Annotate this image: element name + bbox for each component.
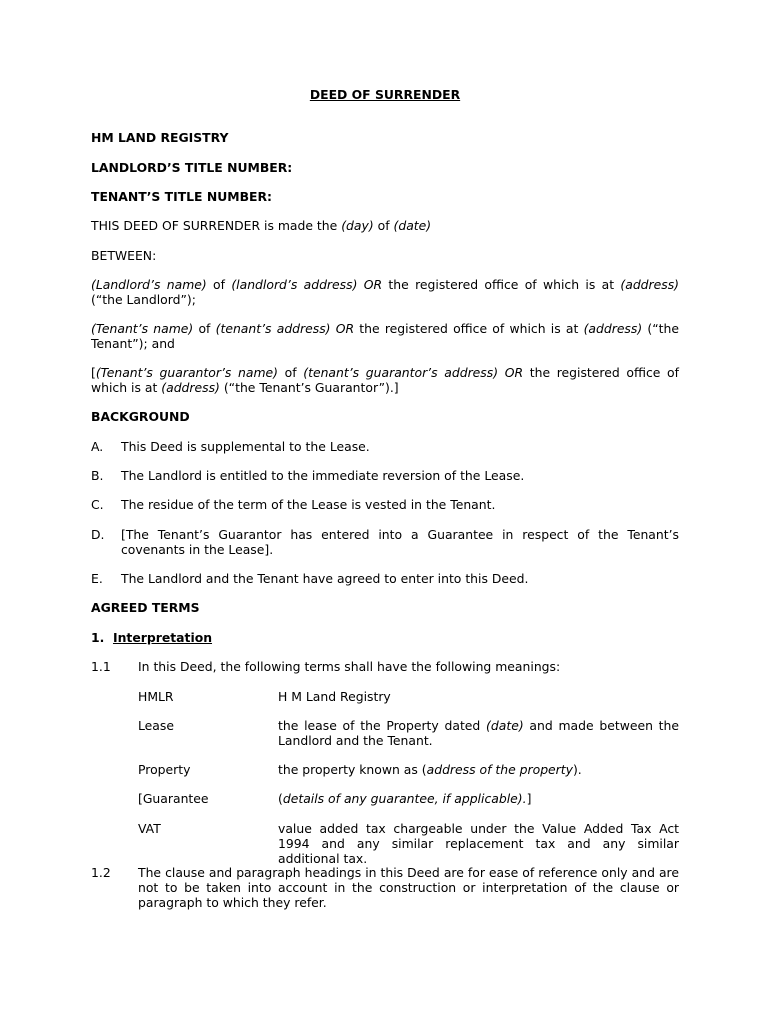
tenant-title-number: TENANT’S TITLE NUMBER: <box>91 189 272 204</box>
definition-meaning-property <box>278 762 679 777</box>
guarantor-open: [ <box>91 365 96 380</box>
intro-of: of <box>373 218 394 233</box>
guarantor-name: (Tenant’s guarantor’s name) <box>95 365 278 380</box>
guarantor-of: of <box>277 365 304 380</box>
lease-date: (date) <box>486 718 524 733</box>
party-guarantor <box>91 365 679 395</box>
landlord-office: (address) <box>620 277 680 292</box>
definition-meaning-hmlr: H M Land Registry <box>278 689 391 704</box>
clause-1-1-number: 1.1 <box>91 659 111 674</box>
property-pre: the property known as ( <box>278 762 427 777</box>
document-title: DEED OF SURRENDER <box>309 87 461 102</box>
clause-1-heading <box>91 630 212 645</box>
definition-term-property: Property <box>138 762 191 777</box>
intro-prefix: THIS DEED OF SURRENDER is made the <box>91 218 342 233</box>
guarantor-end: (“the Tenant’s Guarantor”).] <box>219 380 399 395</box>
clause-1-number: 1. <box>91 630 105 645</box>
definition-meaning-vat: value added tax chargeable under the Value Added Tax Act 1994 and any similar replacement tax and any similar additional tax. <box>278 821 679 866</box>
property-post: ). <box>572 762 582 777</box>
guarantee-post: ] <box>526 791 532 806</box>
recital-letter: B. <box>91 468 104 483</box>
clause-1-title: Interpretation <box>112 630 213 645</box>
recital-text: The Landlord is entitled to the immediate reversion of the Lease. <box>121 468 525 483</box>
intro-date: (date) <box>393 218 432 233</box>
lease-post: and made between the Landlord and the Tenant. <box>278 718 679 748</box>
tenant-office: (address) <box>583 321 643 336</box>
recital-text: [The Tenant’s Guarantor has entered into a Guarantee in respect of the Tenant’s covenants in the Lease]. <box>121 527 679 557</box>
landlord-name: (Landlord’s name) <box>91 277 207 292</box>
clause-1-2-number: 1.2 <box>91 865 111 880</box>
guarantor-office: (address) <box>161 380 220 395</box>
recital-letter: D. <box>91 527 105 542</box>
definition-meaning-lease <box>278 718 679 748</box>
recital-text: The Landlord and the Tenant have agreed to enter into this Deed. <box>121 571 529 586</box>
intro-day: (day) <box>341 218 374 233</box>
recital-text: The residue of the term of the Lease is vested in the Tenant. <box>121 497 496 512</box>
tenant-address: (tenant’s address) OR <box>215 321 355 336</box>
guarantor-address: (tenant’s guarantor’s address) OR <box>303 365 524 380</box>
clause-1-2-text: The clause and paragraph headings in this Deed are for ease of reference only and are not to be taken into account in the construction or interpretation of the clause or paragraph to which they refer. <box>138 865 679 910</box>
definition-term-hmlr: HMLR <box>138 689 174 704</box>
clause-1-1-text: In this Deed, the following terms shall have the following meanings: <box>138 659 561 674</box>
intro-line <box>91 218 431 233</box>
landlord-end: (“the Landlord”); <box>91 292 196 307</box>
tenant-name: (Tenant’s name) <box>91 321 194 336</box>
tenant-mid: the registered office of which is at <box>354 321 584 336</box>
recital-text: This Deed is supplemental to the Lease. <box>121 439 370 454</box>
guarantor-mid: the registered office of which is at <box>91 365 679 395</box>
background-heading: BACKGROUND <box>91 409 190 424</box>
between-label: BETWEEN: <box>91 248 157 263</box>
party-tenant <box>91 321 679 351</box>
registry-heading: HM LAND REGISTRY <box>91 130 229 145</box>
guarantee-pre: ( <box>278 791 283 806</box>
property-address: address of the property <box>426 762 573 777</box>
recital-letter: E. <box>91 571 103 586</box>
party-landlord <box>91 277 679 307</box>
tenant-of: of <box>193 321 216 336</box>
lease-pre: the lease of the Property dated <box>278 718 487 733</box>
landlord-address: (landlord’s address) OR <box>231 277 383 292</box>
definition-meaning-guarantee <box>278 791 679 806</box>
landlord-of: of <box>206 277 232 292</box>
definition-term-guarantee: [Guarantee <box>138 791 209 806</box>
agreed-terms-heading: AGREED TERMS <box>91 600 200 615</box>
guarantee-details: details of any guarantee, if applicable). <box>282 791 527 806</box>
definition-term-vat: VAT <box>138 821 161 836</box>
landlord-title-number: LANDLORD’S TITLE NUMBER: <box>91 160 293 175</box>
tenant-end: (“the Tenant”); and <box>91 321 679 351</box>
landlord-mid: the registered office of which is at <box>382 277 621 292</box>
recital-letter: C. <box>91 497 104 512</box>
recital-letter: A. <box>91 439 104 454</box>
definition-term-lease: Lease <box>138 718 174 733</box>
